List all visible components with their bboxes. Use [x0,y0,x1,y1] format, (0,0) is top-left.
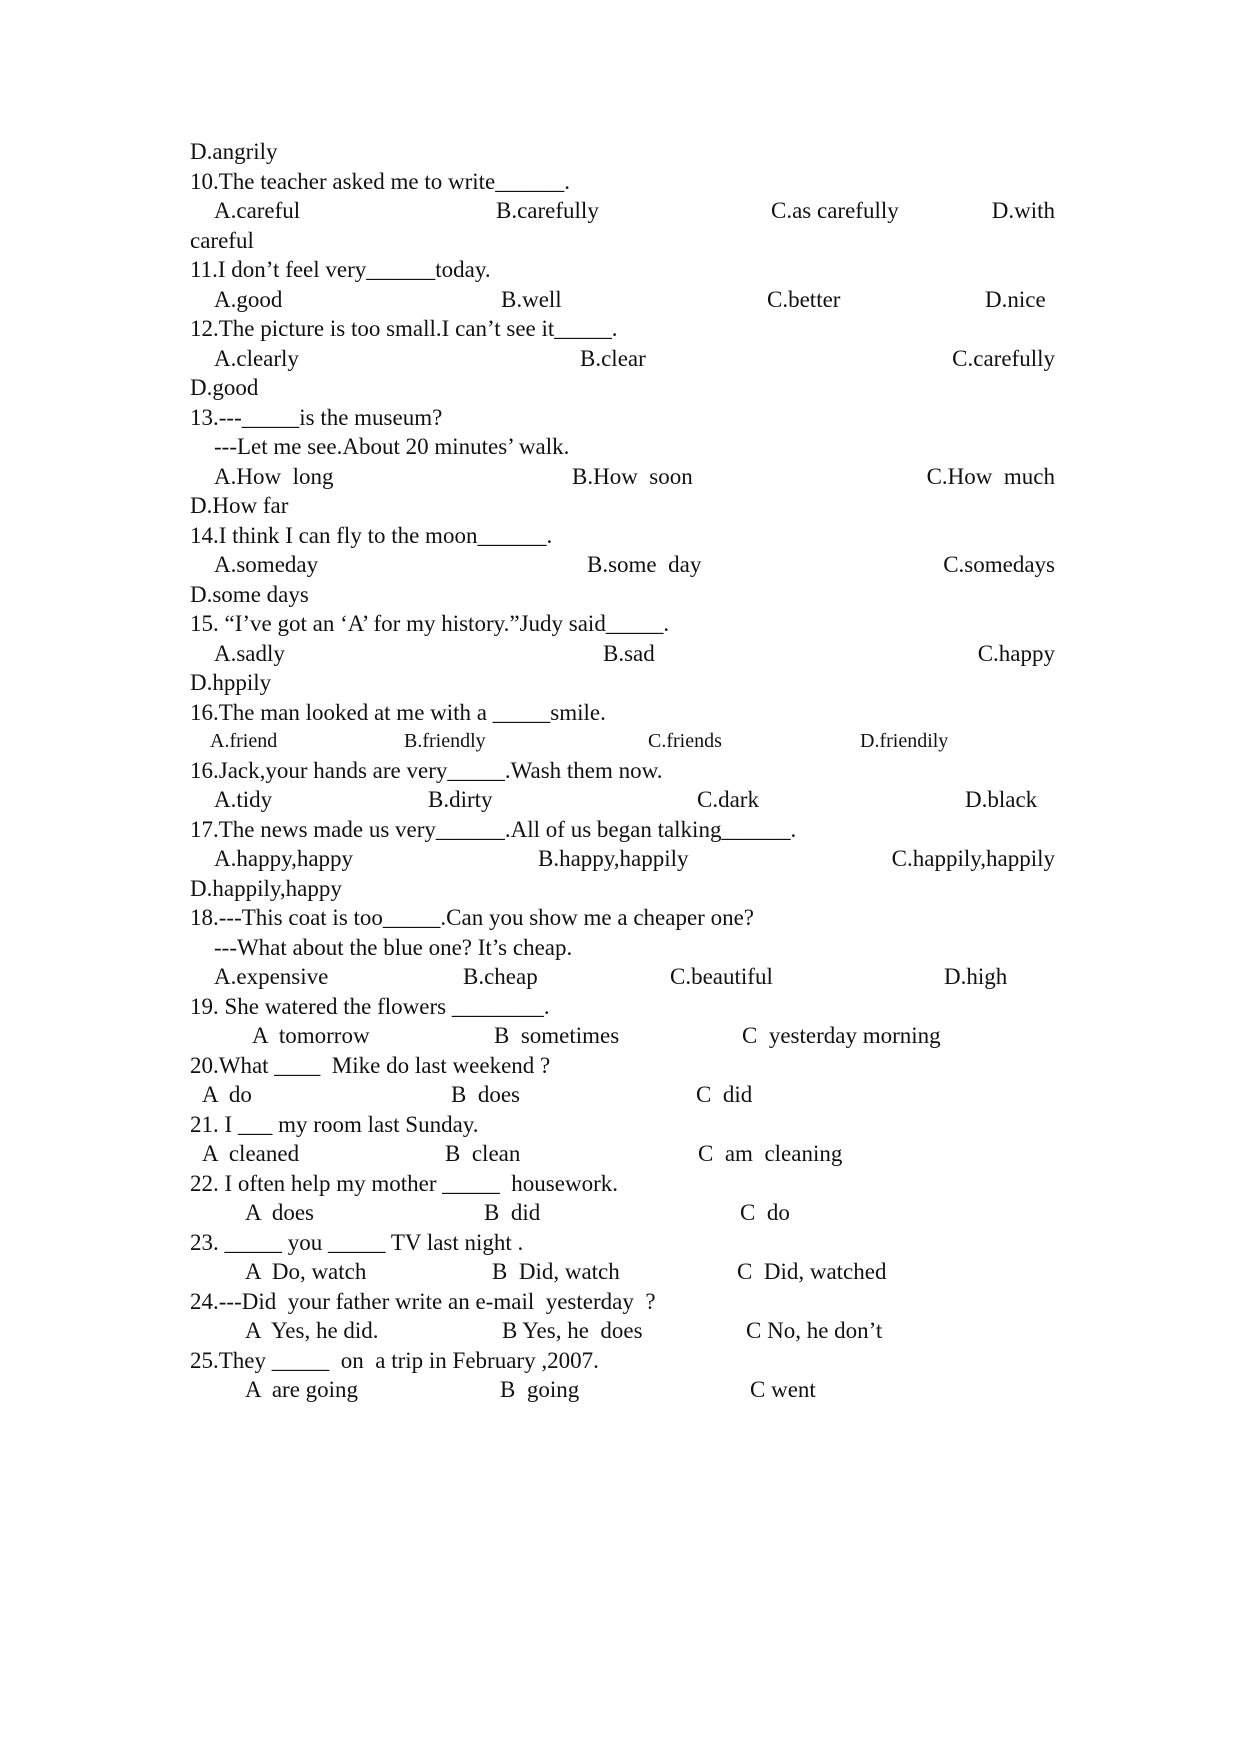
q24-option-c: C No, he don’t [746,1318,883,1343]
q20-question-stem: 20.What ____ Mike do last weekend ? [190,1053,551,1078]
q16a-option-d: D.friendily [860,730,949,752]
q15-question-stem: 15. “I’ve got an ‘A’ for my history.”Judy said_____. [190,611,670,636]
q14-option-a: A.someday [214,552,319,577]
q21-option-b: B clean [445,1141,521,1166]
q25-option-b: B going [500,1377,580,1402]
q23-option-c: C Did, watched [737,1259,887,1284]
q21-option-c: C am cleaning [698,1141,843,1166]
q17-option-a: A.happy,happy [214,846,354,871]
q23-question-stem: 23. _____ you _____ TV last night . [190,1230,524,1255]
q10-wrap-option-text: careful [190,228,254,253]
q10-option-a: A.careful [214,198,301,223]
q18-option-c: C.beautiful [670,964,773,989]
q11-option-c: C.better [767,287,841,312]
q16a-option-a: A.friend [210,730,278,752]
q20-option-b: B does [451,1082,520,1107]
q15-option-a: A.sadly [214,641,285,666]
q16a-option-b: B.friendly [404,730,486,752]
q22-option-b: B did [484,1200,541,1225]
q14-option-c: C.somedays [943,552,1055,577]
q25-question-stem: 25.They _____ on a trip in February ,2007. [190,1348,599,1373]
q13-option-b: B.How soon [572,464,693,489]
q13-option-a: A.How long [214,464,334,489]
q17-question-stem: 17.The news made us very______.All of us began talking______. [190,817,797,842]
q23-option-b: B Did, watch [492,1259,620,1284]
q18-option-b: B.cheap [463,964,538,989]
q18-option-a: A.expensive [214,964,329,989]
q14-wrap-option-text: D.some days [190,582,309,607]
q18-question-reply: ---What about the blue one? It’s cheap. [214,935,573,960]
q21-question-stem: 21. I ___ my room last Sunday. [190,1112,479,1137]
q22-question-stem: 22. I often help my mother _____ housework. [190,1171,618,1196]
q24-option-a: A Yes, he did. [245,1318,379,1343]
q10-option-b: B.carefully [496,198,599,223]
q20-option-a: A do [202,1082,252,1107]
q11-question-stem: 11.I don’t feel very______today. [190,257,491,282]
q16b-question-stem: 16.Jack,your hands are very_____.Wash them now. [190,758,663,783]
q14-option-b: B.some day [587,552,702,577]
q25-option-c: C went [750,1377,816,1402]
q19-option-c: C yesterday morning [742,1023,941,1048]
q16a-question-stem: 16.The man looked at me with a _____smile. [190,700,606,725]
q13-wrap-option-text: D.How far [190,493,289,518]
q16b-option-d: D.black [965,787,1038,812]
q15-option-c: C.happy [977,641,1055,666]
q10-question-stem: 10.The teacher asked me to write______. [190,169,571,194]
q21-option-a: A cleaned [202,1141,300,1166]
q24-option-b: B Yes, he does [502,1318,643,1343]
q22-option-c: C do [740,1200,790,1225]
q18-option-d: D.high [944,964,1008,989]
q17-option-c: C.happily,happily [891,846,1055,871]
q12-option-b: B.clear [580,346,646,371]
q9-d-option-text: D.angrily [190,139,278,164]
q15-option-b: B.sad [603,641,655,666]
q13-question-stem: 13.---_____is the museum? [190,405,443,430]
q16b-option-a: A.tidy [214,787,273,812]
q10-option-d: D.with [991,198,1055,223]
q12-question-stem: 12.The picture is too small.I can’t see it_____. [190,316,618,341]
q24-question-stem: 24.---Did your father write an e-mail yesterday ? [190,1289,656,1314]
q13-option-c: C.How much [926,464,1055,489]
q17-wrap-option-text: D.happily,happy [190,876,342,901]
q10-option-c: C.as carefully [771,198,899,223]
q12-wrap-option-text: D.good [190,375,259,400]
q18-question-stem: 18.---This coat is too_____.Can you show me a cheaper one? [190,905,754,930]
q25-option-a: A are going [245,1377,359,1402]
q13-question-reply: ---Let me see.About 20 minutes’ walk. [214,434,570,459]
q15-wrap-option-text: D.hppily [190,670,272,695]
q22-option-a: A does [245,1200,314,1225]
q11-option-b: B.well [501,287,562,312]
q16a-option-c: C.friends [648,730,722,752]
q12-option-a: A.clearly [214,346,299,371]
q16b-option-b: B.dirty [428,787,493,812]
q19-option-a: A tomorrow [252,1023,370,1048]
q17-option-b: B.happy,happily [538,846,689,871]
q11-option-a: A.good [214,287,283,312]
q14-question-stem: 14.I think I can fly to the moon______. [190,523,553,548]
q19-question-stem: 19. She watered the flowers ________. [190,994,550,1019]
q20-option-c: C did [696,1082,753,1107]
q11-option-d: D.nice [985,287,1046,312]
q12-option-c: C.carefully [952,346,1055,371]
q23-option-a: A Do, watch [245,1259,367,1284]
q19-option-b: B sometimes [494,1023,620,1048]
q16b-option-c: C.dark [697,787,759,812]
